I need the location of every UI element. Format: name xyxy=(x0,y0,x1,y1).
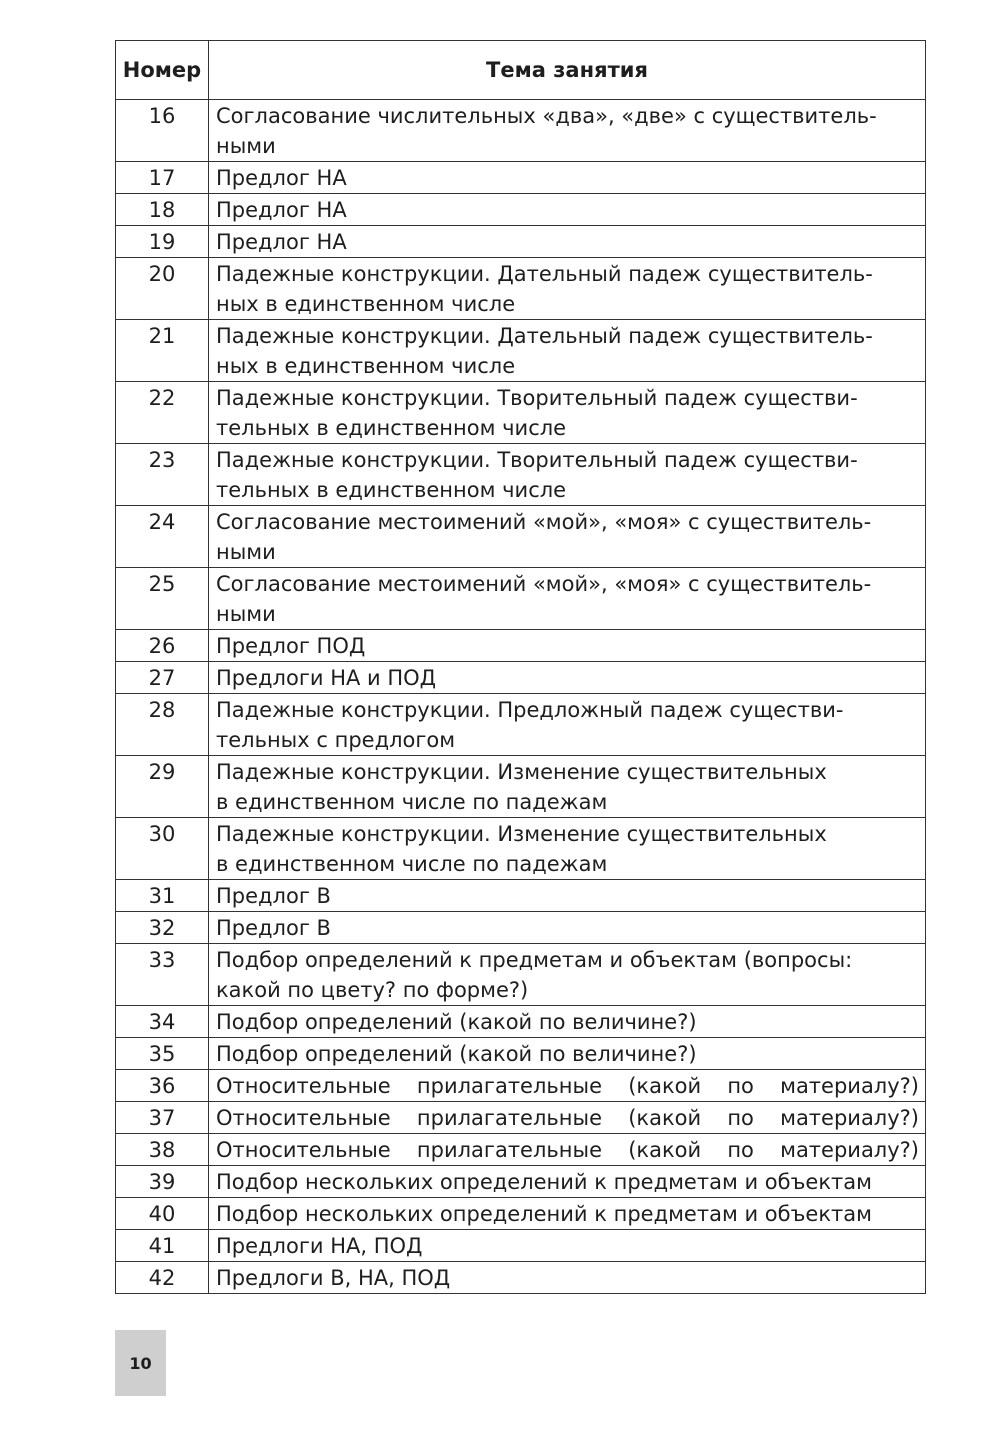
table-row xyxy=(116,194,926,226)
lesson-topic: Предлог НА xyxy=(209,226,926,258)
lesson-topic: Подбор нескольких определений к предметам и объектам xyxy=(209,1166,926,1198)
lesson-number: 41 xyxy=(116,1230,209,1262)
lesson-topic: Относительные прилагательные (какой по материалу?) xyxy=(209,1134,926,1166)
table-row xyxy=(116,818,926,880)
lesson-number: 17 xyxy=(116,162,209,194)
lesson-topic: Относительные прилагательные (какой по материалу?) xyxy=(209,1070,926,1102)
lesson-topic: Предлоги НА и ПОД xyxy=(209,662,926,694)
table-row xyxy=(116,444,926,506)
lesson-number: 38 xyxy=(116,1134,209,1166)
lesson-topic: Согласование местоимений «мой», «моя» с существитель- ными xyxy=(209,568,926,630)
table-row xyxy=(116,912,926,944)
lesson-number: 29 xyxy=(116,756,209,818)
table-row xyxy=(116,258,926,320)
lesson-number: 21 xyxy=(116,320,209,382)
table-header-row xyxy=(116,41,926,100)
lesson-topic: Подбор определений (какой по величине?) xyxy=(209,1038,926,1070)
table-row xyxy=(116,1262,926,1294)
lesson-topic: Предлоги В, НА, ПОД xyxy=(209,1262,926,1294)
lesson-topic: Предлог ПОД xyxy=(209,630,926,662)
table-row xyxy=(116,1166,926,1198)
lesson-number: 26 xyxy=(116,630,209,662)
lesson-number: 22 xyxy=(116,382,209,444)
lesson-topic: Падежные конструкции. Творительный падеж существи- тельных в единственном числе xyxy=(209,382,926,444)
lesson-topic: Предлог НА xyxy=(209,194,926,226)
lesson-topic: Подбор определений (какой по величине?) xyxy=(209,1006,926,1038)
table-row xyxy=(116,1070,926,1102)
lesson-number: 42 xyxy=(116,1262,209,1294)
lesson-number: 37 xyxy=(116,1102,209,1134)
lesson-topic: Падежные конструкции. Дательный падеж существитель- ных в единственном числе xyxy=(209,258,926,320)
table-row xyxy=(116,162,926,194)
lesson-topic: Предлог В xyxy=(209,912,926,944)
table-row xyxy=(116,694,926,756)
lesson-topic: Подбор нескольких определений к предметам и объектам xyxy=(209,1198,926,1230)
lesson-topic: Согласование числительных «два», «две» с существитель- ными xyxy=(209,100,926,162)
lesson-number: 20 xyxy=(116,258,209,320)
lesson-number: 39 xyxy=(116,1166,209,1198)
table-row xyxy=(116,382,926,444)
lesson-number: 35 xyxy=(116,1038,209,1070)
table-row xyxy=(116,944,926,1006)
table-row xyxy=(116,1230,926,1262)
lesson-number: 27 xyxy=(116,662,209,694)
header-number: Номер xyxy=(116,41,209,100)
lesson-number: 28 xyxy=(116,694,209,756)
lesson-number: 31 xyxy=(116,880,209,912)
lesson-number: 36 xyxy=(116,1070,209,1102)
lesson-topic: Падежные конструкции. Творительный падеж существи- тельных в единственном числе xyxy=(209,444,926,506)
lesson-topic: Согласование местоимений «мой», «моя» с существитель- ными xyxy=(209,506,926,568)
lesson-number: 24 xyxy=(116,506,209,568)
lesson-topic: Относительные прилагательные (какой по материалу?) xyxy=(209,1102,926,1134)
table-row xyxy=(116,320,926,382)
table-row xyxy=(116,756,926,818)
table-row xyxy=(116,506,926,568)
lesson-number: 30 xyxy=(116,818,209,880)
table-row xyxy=(116,1006,926,1038)
lesson-topic: Падежные конструкции. Изменение существительных в единственном числе по падежам xyxy=(209,818,926,880)
lesson-number: 19 xyxy=(116,226,209,258)
lesson-topic: Предлог НА xyxy=(209,162,926,194)
table-row xyxy=(116,100,926,162)
lesson-topic: Предлог В xyxy=(209,880,926,912)
table-row xyxy=(116,1198,926,1230)
table-row xyxy=(116,1038,926,1070)
lesson-number: 23 xyxy=(116,444,209,506)
table-row xyxy=(116,630,926,662)
table-row xyxy=(116,1102,926,1134)
table-row xyxy=(116,568,926,630)
lesson-topic: Подбор определений к предметам и объектам (вопросы: какой по цвету? по форме?) xyxy=(209,944,926,1006)
lesson-number: 18 xyxy=(116,194,209,226)
lesson-number: 33 xyxy=(116,944,209,1006)
lesson-number: 32 xyxy=(116,912,209,944)
lesson-topic: Падежные конструкции. Предложный падеж существи- тельных с предлогом xyxy=(209,694,926,756)
lesson-number: 34 xyxy=(116,1006,209,1038)
lesson-topic: Падежные конструкции. Дательный падеж существитель- ных в единственном числе xyxy=(209,320,926,382)
lesson-number: 16 xyxy=(116,100,209,162)
lesson-number: 40 xyxy=(116,1198,209,1230)
header-topic: Тема занятия xyxy=(209,41,926,100)
page-number: 10 xyxy=(115,1330,166,1396)
lesson-number: 25 xyxy=(116,568,209,630)
table-row xyxy=(116,1134,926,1166)
table-row xyxy=(116,880,926,912)
lesson-topic: Предлоги НА, ПОД xyxy=(209,1230,926,1262)
table-row xyxy=(116,662,926,694)
lesson-topics-table xyxy=(115,40,926,1294)
table-row xyxy=(116,226,926,258)
lesson-topic: Падежные конструкции. Изменение существительных в единственном числе по падежам xyxy=(209,756,926,818)
